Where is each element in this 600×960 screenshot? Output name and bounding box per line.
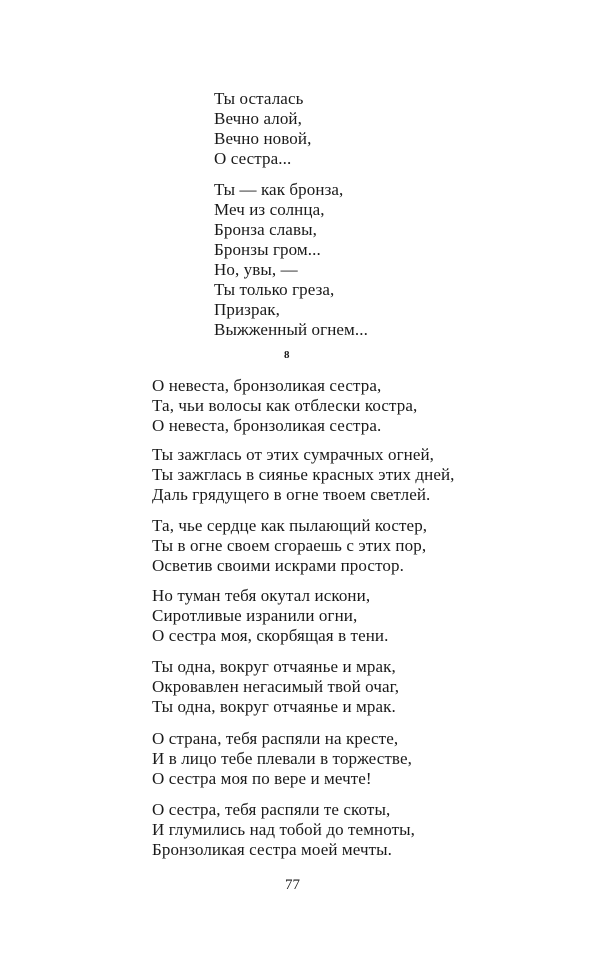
poem-line: О сестра... [214, 149, 292, 168]
poem-line: Призрак, [214, 300, 280, 319]
poem-line: И в лицо тебе плевали в торжестве, [152, 749, 412, 768]
poem-line: Меч из солнца, [214, 200, 325, 219]
poem-line: О сестра моя, скорбящая в тени. [152, 626, 389, 645]
poem-line: Ты в огне своем сгораешь с этих пор, [152, 536, 427, 555]
poem-line: Ты осталась [214, 89, 304, 108]
poem-line: Бронзы гром... [214, 240, 321, 259]
page-number: 77 [285, 877, 300, 893]
poem-line: О сестра, тебя распяли те скоты, [152, 800, 391, 819]
poem-line: Ты только греза, [214, 280, 335, 299]
poem-line: Вечно алой, [214, 109, 302, 128]
poem-line: Та, чье сердце как пылающий костер, [152, 516, 428, 535]
poem-line: О сестра моя по вере и мечте! [152, 769, 372, 788]
section-number: 8 [284, 349, 290, 361]
poem-line: Ты — как бронза, [214, 180, 344, 199]
poem-line: Но, увы, — [214, 260, 298, 279]
poem-line: Ты одна, вокруг отчаянье и мрак. [152, 697, 396, 716]
poem-line: Сиротливые изранили огни, [152, 606, 358, 625]
poem-line: Ты одна, вокруг отчаянье и мрак, [152, 657, 396, 676]
poem-line: И глумились над тобой до темноты, [152, 820, 416, 839]
poem-line: Бронза славы, [214, 220, 317, 239]
poem-line: О невеста, бронзоликая сестра. [152, 416, 382, 435]
poem-line: Окровавлен негасимый твой очаг, [152, 677, 400, 696]
poem-line: Ты зажглась от этих сумрачных огней, [152, 445, 435, 464]
poem-line: Выжженный огнем... [214, 320, 368, 339]
poem-line: Осветив своими искрами простор. [152, 556, 404, 575]
poem-line: Даль грядущего в огне твоем светлей. [152, 485, 431, 504]
poem-line: Та, чьи волосы как отблески костра, [152, 396, 418, 415]
poem-line: Бронзоликая сестра моей мечты. [152, 840, 393, 859]
poem-line: О невеста, бронзоликая сестра, [152, 376, 382, 395]
poem-line: Ты зажглась в сиянье красных этих дней, [152, 465, 455, 484]
poem-line: Но туман тебя окутал искони, [152, 586, 371, 605]
poem-line: Вечно новой, [214, 129, 312, 148]
poem-line: О страна, тебя распяли на кресте, [152, 729, 399, 748]
